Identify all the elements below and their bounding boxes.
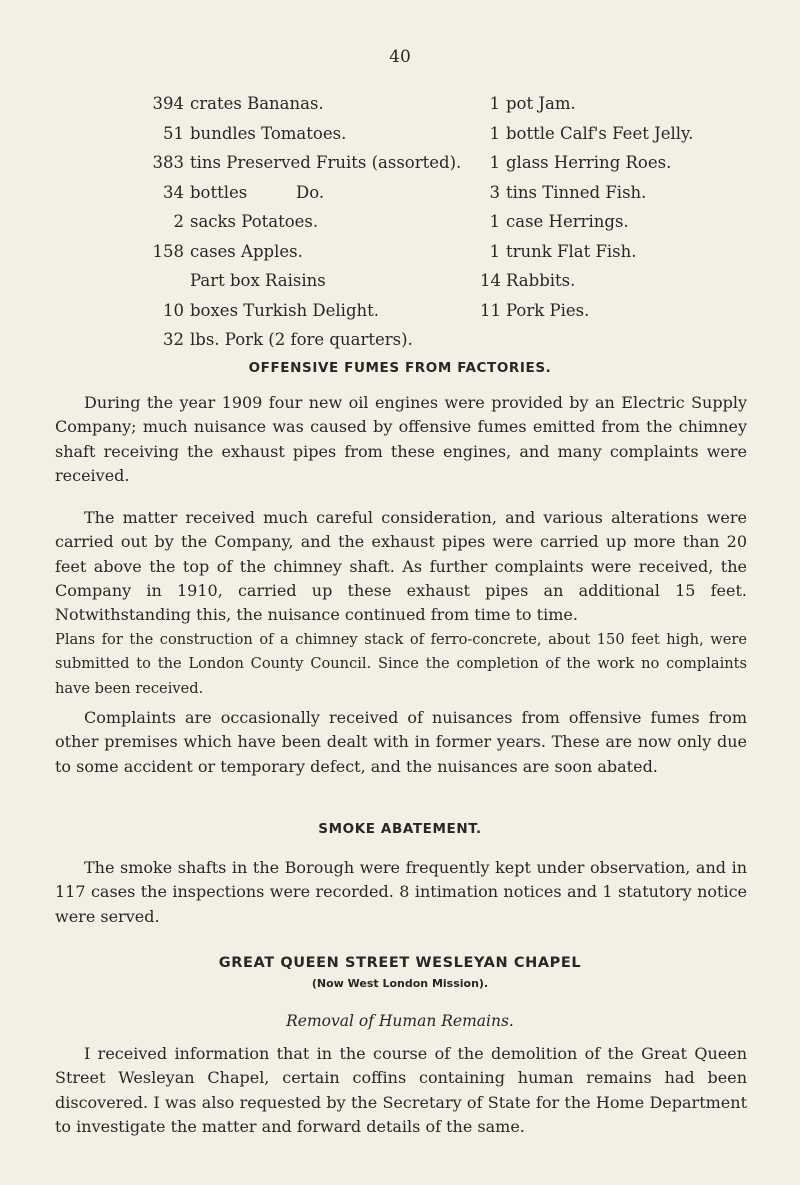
list-item	[144, 178, 464, 208]
item-description: Rabbits.	[506, 271, 576, 290]
item-description: cases Apples.	[190, 241, 303, 261]
list-item	[144, 148, 464, 178]
item-description: crates Bananas.	[190, 94, 324, 113]
section-subheading-chapel: (Now West London Mission).	[311, 977, 489, 990]
section-heading-chapel: GREAT QUEEN STREET WESLEYAN CHAPEL	[218, 955, 582, 971]
paragraph-fumes-3: Plans for the construction of a chimney stack of ferro-concrete, about 150 feet high, were submitted to the London County Council. Since the completion of the work no complaints have been received.	[55, 631, 747, 697]
item-description: boxes Turkish Delight.	[190, 300, 380, 320]
item-quantity: 1	[489, 153, 500, 172]
item-quantity: 51	[163, 123, 184, 143]
ditto-mark: Do.	[296, 182, 325, 202]
list-item	[144, 119, 464, 149]
item-description: glass Herring Roes.	[506, 153, 672, 172]
item-description: sacks Potatoes.	[190, 212, 319, 231]
list-item	[480, 148, 740, 178]
item-quantity: 10	[163, 300, 184, 320]
paragraph-fumes-4: Complaints are occasionally received of nuisances from offensive fumes from other premises which have been dealt with in former years. These are now only due to some accident or temporary defect, and the nuisances are soon abated.	[55, 708, 747, 776]
list-item	[480, 89, 740, 119]
list-item	[480, 296, 740, 326]
item-quantity: 2	[173, 212, 184, 231]
list-item	[144, 266, 464, 296]
item-description: Pork Pies.	[506, 300, 590, 320]
item-quantity: 1	[489, 212, 500, 231]
item-quantity: 1	[489, 94, 500, 113]
list-item	[480, 119, 740, 149]
item-quantity: 1	[489, 123, 500, 143]
item-description: tins Preserved Fruits (assorted).	[190, 153, 462, 172]
paragraph-fumes-1: During the year 1909 four new oil engines were provided by an Electric Supply Company; much nuisance was caused by offensive fumes emitted from the chimney shaft receiving the exhaust pipes from these engines, and many complaints were received.	[55, 393, 747, 485]
list-item	[144, 207, 464, 237]
item-description: bottle Calf's Feet Jelly.	[506, 123, 694, 143]
list-item	[480, 237, 740, 267]
item-description: pot Jam.	[506, 94, 576, 113]
item-quantity: 383	[152, 153, 184, 172]
items-list-right	[480, 89, 740, 325]
item-description: trunk Flat Fish.	[506, 241, 637, 261]
italic-heading-removal: Removal of Human Remains.	[286, 1012, 514, 1030]
paragraph-fumes-2: The matter received much careful consideration, and various alterations were carried out by the Company, and the exhaust pipes were carried up more than 20 feet above the top of the chimney shaft. As further complaints were received, the Company in 1910, carried up these exhaust pipes an additional 15 feet. Notwithstanding this, the nuisance continued from time to time.	[55, 508, 747, 625]
paragraph-smoke: The smoke shafts in the Borough were frequently kept under observation, and in 117 cases the inspections were recorded. 8 intimation notices and 1 statutory notice were served.	[55, 858, 747, 926]
item-description: tins Tinned Fish.	[506, 182, 647, 202]
item-description: case Herrings.	[506, 212, 629, 231]
item-quantity: 14	[480, 271, 501, 290]
item-description: bottles	[190, 182, 248, 202]
list-item	[480, 207, 740, 237]
section-heading-fumes: OFFENSIVE FUMES FROM FACTORIES.	[248, 360, 552, 376]
list-item	[480, 266, 740, 296]
list-item	[144, 325, 464, 355]
list-item	[144, 89, 464, 119]
list-item	[144, 296, 464, 326]
item-description: Part box Raisins	[190, 271, 326, 290]
paragraph-chapel: I received information that in the course of the demolition of the Great Queen Street Wesleyan Chapel, certain coffins containing human remains had been discovered. I was also requested by the Secretary of State for the Home Department to investigate the matter and forward details of the same.	[55, 1044, 747, 1136]
list-item	[480, 178, 740, 208]
item-description: bundles Tomatoes.	[190, 123, 347, 143]
item-quantity: 1	[489, 241, 500, 261]
item-description: lbs. Pork (2 fore quarters).	[190, 330, 413, 349]
item-quantity: 3	[489, 182, 500, 202]
section-heading-smoke: SMOKE ABATEMENT.	[318, 821, 482, 837]
page-number: 40	[389, 47, 411, 67]
item-quantity: 158	[152, 241, 184, 261]
item-quantity: 11	[480, 300, 501, 320]
items-list-left	[144, 89, 464, 355]
item-quantity: 394	[152, 94, 184, 113]
item-quantity: 34	[163, 182, 184, 202]
list-item	[144, 237, 464, 267]
item-quantity: 32	[163, 330, 184, 349]
